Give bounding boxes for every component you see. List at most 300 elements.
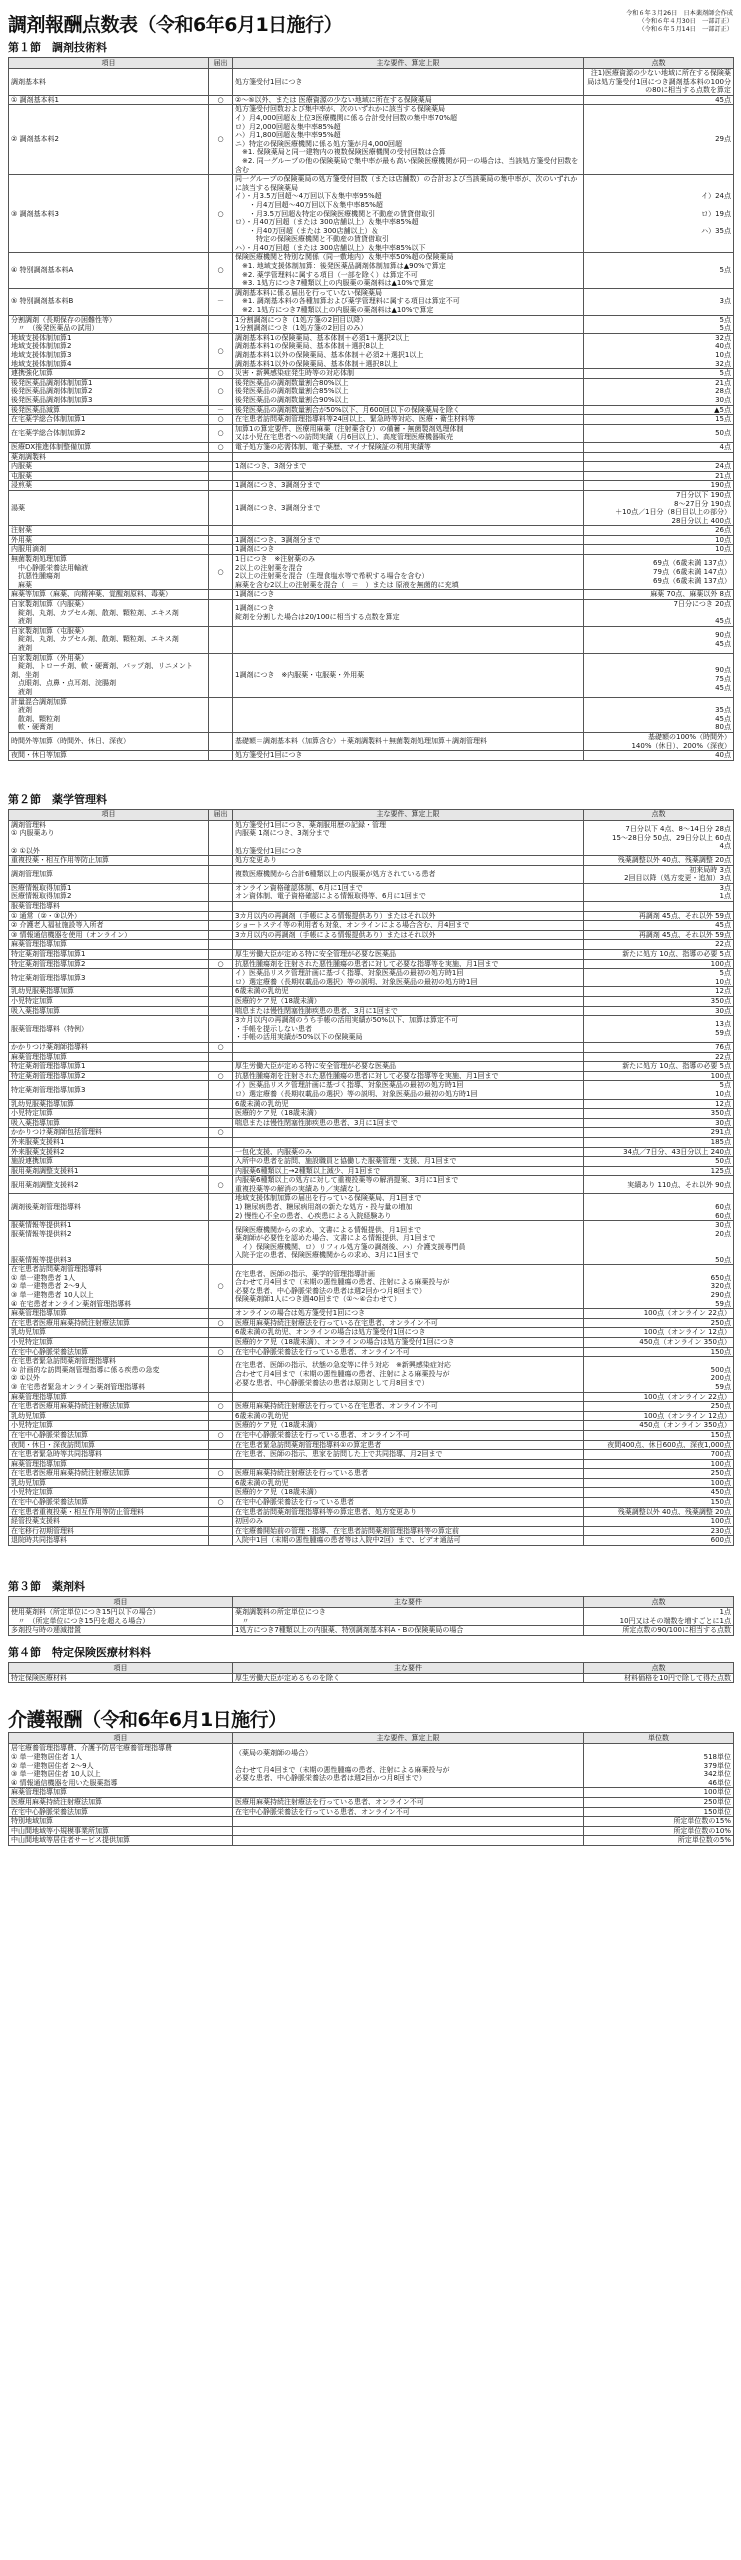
cell-report	[209, 1006, 233, 1016]
cell-report	[209, 1221, 233, 1265]
table-row	[9, 69, 734, 96]
col-pts: 点数	[584, 58, 734, 69]
cell-req	[233, 526, 584, 536]
cell-pts: 夜間400点、休日600点、深夜1,000点	[584, 1440, 734, 1450]
cell-report	[209, 471, 233, 481]
cell-item: 内服用滴剤	[9, 545, 209, 555]
cell-item: 屯服薬	[9, 471, 209, 481]
cell-item: 麻薬管理指導加算	[9, 1788, 233, 1798]
cell-item: 多剤投与時の逓減措置	[9, 1626, 233, 1636]
cell-req	[233, 1392, 584, 1402]
cell-req: 災害・新興感染症発生時等の対応体制	[233, 369, 584, 379]
table-row	[9, 921, 734, 931]
cell-report: －	[209, 288, 233, 315]
cell-report	[209, 1109, 233, 1119]
table-row	[9, 1488, 734, 1498]
header	[8, 10, 733, 37]
table-body	[9, 69, 734, 453]
cell-item: 薬剤調製料	[9, 452, 209, 462]
cell-item: 無菌製剤処理加算 中心静脈栄養法用輸液 抗悪性腫瘍剤 麻薬	[9, 555, 209, 590]
cell-req: 1調剤につき、3調剤分まで	[233, 490, 584, 525]
cell-req: 6歳未満の乳幼児	[233, 1099, 584, 1109]
cell-req: 在宅中心静脈栄養法を行っている患者、オンライン不可	[233, 1430, 584, 1440]
col-req: 主な要件、算定上限	[233, 809, 584, 820]
cell-report	[209, 940, 233, 950]
cell-report: ○	[209, 95, 233, 105]
table-row	[9, 378, 734, 405]
cell-req	[233, 1826, 584, 1836]
cell-item: 服薬管理指導料（特例）	[9, 1016, 209, 1043]
cell-req: 処方変更あり	[233, 856, 584, 866]
document	[8, 10, 733, 1846]
cell-item: 外来服薬支援料1	[9, 1137, 209, 1147]
cell-item: ② 介護老人福祉施設等入所者	[9, 921, 209, 931]
cell-pts: 100点（オンライン 12点）	[584, 1411, 734, 1421]
cell-req: 3カ月以内の再調剤（手帳による情報提供あり）またはそれ以外	[233, 911, 584, 921]
cell-item: 乳幼児加算	[9, 1478, 209, 1488]
cell-report	[209, 1081, 233, 1099]
table-row	[9, 95, 734, 105]
table-s3	[8, 1596, 734, 1636]
cell-item: かかりつけ薬剤師指導料	[9, 1042, 209, 1052]
cell-report: ○	[209, 1498, 233, 1508]
cell-item: 居宅療養管理指導費、介護予防居宅療養管理指導費 ① 単一建物居住者 1人 ② 単一建物居住者 2～9人 ③ 単一建物居住者 10人以上 ④ 情報通信機器を用いた服薬指導	[9, 1744, 233, 1788]
cell-report	[209, 1147, 233, 1157]
table-row	[9, 1118, 734, 1128]
cell-req: 加算1の算定要件、医療用麻薬（注射薬含む）の備蓄・無菌製剤処理体制 又は小児在宅患者への訪問実績（月6回以上）、高度管理医療機器販売	[233, 424, 584, 442]
cell-item: 在宅患者訪問薬剤管理指導料 ① 単一建物患者 1人 ② 単一建物患者 2～9人 ③ 単一建物患者 10人以上 ④ 在宅患者オンライン薬剤管理指導料	[9, 1265, 209, 1309]
cell-item: 時間外等加算（時間外、休日、深夜）	[9, 732, 209, 750]
cell-report	[209, 1536, 233, 1546]
cell-pts: 再調剤 45点、それ以外 59点	[584, 911, 734, 921]
table-row	[9, 732, 734, 750]
cell-item: 乳幼児加算	[9, 1411, 209, 1421]
cell-req: 抗悪性腫瘍剤を注射された悪性腫瘍の患者に対して必要な指導等を実施、月1回まで	[233, 959, 584, 969]
table-kaigo	[8, 1732, 734, 1846]
meta-line: （令和６年４月30日 一部訂正）	[638, 18, 733, 25]
col-report: 届出	[209, 58, 233, 69]
table-row	[9, 1507, 734, 1517]
table-row	[9, 1016, 734, 1043]
cell-pts: 10点	[584, 545, 734, 555]
table-row	[9, 471, 734, 481]
cell-report	[209, 1052, 233, 1062]
cell-pts: 1点 10円又はその端数を増すごとに1点	[584, 1608, 734, 1626]
cell-report: ○	[209, 175, 233, 253]
cell-req: 在宅患者訪問薬剤管理指導料等の算定患者、処方変更あり	[233, 1507, 584, 1517]
cell-pts: 250点	[584, 1402, 734, 1412]
cell-item: 在宅中心静脈栄養法加算	[9, 1430, 209, 1440]
table-row	[9, 1440, 734, 1450]
cell-item: 退院時共同指導料	[9, 1536, 209, 1546]
cell-item: 在宅薬学総合体制加算2	[9, 424, 209, 442]
table-row	[9, 590, 734, 600]
cell-pts: 90点 75点 45点	[584, 653, 734, 697]
cell-req: 処方箋受付1回につき	[233, 751, 584, 761]
table-body	[9, 1673, 734, 1683]
section-title: 第４節 特定保険医療材料料	[8, 1645, 151, 1659]
cell-req: 喘息または慢性閉塞性肺疾患の患者、3月に1回まで	[233, 1118, 584, 1128]
col-report: 届出	[209, 809, 233, 820]
meta-line: （令和６年５月14日 一部訂正）	[638, 26, 733, 33]
cell-pts: 21点	[584, 471, 734, 481]
cell-req	[233, 1817, 584, 1827]
cell-report: ○	[209, 1265, 233, 1309]
cell-item: 後発医薬品減算	[9, 405, 209, 415]
cell-report	[209, 1450, 233, 1460]
cell-item: 特定保険医療材料	[9, 1673, 233, 1683]
cell-item: 外来服薬支援料2	[9, 1147, 209, 1157]
table-row	[9, 481, 734, 491]
cell-report	[209, 69, 233, 96]
cell-pts: 60点 60点	[584, 1194, 734, 1221]
cell-item: 自家製剤加算（外用薬） 錠剤、トローチ剤、軟・硬膏剤、パップ剤、リニメント剤、坐剤 点眼剤、点鼻・点耳剤、浣腸剤 液剤	[9, 653, 209, 697]
cell-req: 薬剤調製料の所定単位につき 〃	[233, 1608, 584, 1626]
table-row	[9, 1392, 734, 1402]
cell-req: 複数医療機関から合計6種類以上の内服薬が処方されている患者	[233, 865, 584, 883]
cell-item: 湯薬	[9, 490, 209, 525]
cell-report	[209, 1526, 233, 1536]
table-row	[9, 930, 734, 940]
cell-req: 在宅患者、医師の指示、薬学的管理指導計画 合わせて月4回まで（末期の悪性腫瘍の患者、注射による麻薬投与が 必要な患者、中心静脈栄養法の患者は週2回かつ月8回まで） 保険薬剤師1人につき週40回まで（①～④合わせて）	[233, 1265, 584, 1309]
cell-req: 6歳未満の乳幼児、オンラインの場合は処方箋受付1回につき	[233, 1328, 584, 1338]
col-pts: 単位数	[584, 1733, 734, 1744]
cell-pts: 100点	[584, 1517, 734, 1527]
cell-req	[233, 1137, 584, 1147]
cell-report: ○	[209, 253, 233, 288]
table-row	[9, 751, 734, 761]
table-row	[9, 424, 734, 442]
cell-report	[209, 653, 233, 697]
cell-pts: 518単位 379単位 342単位 46単位	[584, 1744, 734, 1788]
col-req: 主な要件	[233, 1662, 584, 1673]
cell-req: 地域支援体制加算の届出を行っている保険薬局、月1回まで 1) 糖尿病患者、糖尿病用剤の新たな処方・投与量の増加 2) 慢性心不全の患者、心疾患による入院経験あり	[233, 1194, 584, 1221]
cell-report	[209, 481, 233, 491]
cell-item: 特定薬剤管理指導加算2	[9, 959, 209, 969]
cell-req: 医療的ケア児（18歳未満）	[233, 1488, 584, 1498]
cell-item: 在宅中心静脈栄養法加算	[9, 1347, 209, 1357]
table-row	[9, 1517, 734, 1527]
cell-pts: 3点	[584, 288, 734, 315]
table-s1	[8, 57, 734, 761]
cell-item: 麻薬管理指導加算	[9, 1052, 209, 1062]
cell-report	[209, 1309, 233, 1319]
cell-item: 服薬管理指導料	[9, 902, 209, 912]
cell-report	[209, 1062, 233, 1072]
table-row	[9, 856, 734, 866]
cell-item: 調剤後薬剤管理指導料	[9, 1194, 209, 1221]
cell-pts: 291点	[584, 1128, 734, 1138]
cell-report	[209, 856, 233, 866]
cell-report	[209, 1488, 233, 1498]
cell-item: 計量混合調剤加算 液剤 散剤、顆粒剤 軟・硬膏剤	[9, 697, 209, 732]
table-row	[9, 940, 734, 950]
cell-req: 保険医療機関と特別な関係（同一敷地内）＆集中率50%超の保険薬局 ※1. 地域支援体制加算：後発医薬品調剤体制加算は▲90%で算定 ※2. 薬学管理料に属する項目（一部を除く）は算定不可 ※3. 1処方につき7種類以上の内服薬の薬剤料は▲10%で算定	[233, 253, 584, 288]
cell-req: オンラインの場合は処方箋受付1回につき	[233, 1309, 584, 1319]
cell-req: 在宅患者、医師の指示、患家を訪問した上で共同指導、月2回まで	[233, 1450, 584, 1460]
cell-item: 在宅患者医療用麻薬持続注射療法加算	[9, 1318, 209, 1328]
cell-item: 分割調剤（長期保存の困難性等） 〃 （後発医薬品の試用）	[9, 315, 209, 333]
cell-req: 抗悪性腫瘍剤を注射された悪性腫瘍の患者に対して必要な指導等を実施、月1回まで	[233, 1071, 584, 1081]
table-header	[9, 58, 734, 69]
cell-item: 麻薬管理指導加算	[9, 940, 209, 950]
cell-pts: 30点	[584, 1118, 734, 1128]
table-row	[9, 883, 734, 901]
table-row	[9, 1459, 734, 1469]
table-row	[9, 1318, 734, 1328]
cell-pts: 所定単位数の10%	[584, 1826, 734, 1836]
cell-req: 内服薬6種類以上の処方に対して重複投薬等の解消提案、3月に1回まで 重複投薬等の解消の実績あり／実績なし	[233, 1176, 584, 1194]
cell-item: 中山間地域等小規模事業所加算	[9, 1826, 233, 1836]
cell-report: ○	[209, 1469, 233, 1479]
cell-report	[209, 820, 233, 855]
cell-pts: 21点 28点 30点	[584, 378, 734, 405]
cell-item: 調剤管理料 ① 内服薬あり ② ①以外	[9, 820, 209, 855]
cell-pts: 4点	[584, 442, 734, 452]
cell-pts: 450点（オンライン 350点）	[584, 1337, 734, 1347]
cell-item: 使用薬剤料（所定単位につき15円以下の場合） 〃 （所定単位につき15円を超える場合）	[9, 1608, 233, 1626]
cell-req: 調剤基本料に係る届出を行っていない保険薬局 ※1. 調剤基本料の各種加算および薬学管理料に属する項目は算定不可 ※2. 1処方につき7種類以上の内服薬の薬剤料は▲10%で算定	[233, 288, 584, 315]
cell-pts: 700点	[584, 1450, 734, 1460]
table-row	[9, 545, 734, 555]
table-row	[9, 1807, 734, 1817]
cell-req: 1調剤につき、3調剤分まで	[233, 481, 584, 491]
cell-pts: 90点 45点	[584, 626, 734, 653]
section-title: 第３節 薬剤料	[8, 1580, 85, 1594]
cell-report	[209, 315, 233, 333]
cell-item: 服薬情報等提供料1 服薬情報等提供料2 服薬情報等提供料3	[9, 1221, 209, 1265]
cell-report: ○	[209, 1402, 233, 1412]
meta-line: 令和６年３月26日 日本薬剤師会作成	[626, 10, 733, 17]
cell-req: 入所中の患者を訪問、施設職員と協働した服薬管理・支援、月1回まで	[233, 1157, 584, 1167]
cell-report: ○	[209, 1071, 233, 1081]
table-row	[9, 1498, 734, 1508]
cell-item: 夜間・休日・深夜訪問加算	[9, 1440, 209, 1450]
cell-pts: 250点	[584, 1318, 734, 1328]
table-row	[9, 1099, 734, 1109]
cell-req	[233, 1128, 584, 1138]
cell-report	[209, 452, 233, 462]
cell-report	[209, 732, 233, 750]
cell-report	[209, 590, 233, 600]
table-row	[9, 1450, 734, 1460]
cell-report	[209, 1421, 233, 1431]
cell-report: ○	[209, 333, 233, 368]
cell-req: 1剤につき、3剤分まで	[233, 462, 584, 472]
cell-report	[209, 930, 233, 940]
cell-req: 後発医薬品の調剤数量割合80%以上 後発医薬品の調剤数量割合85%以上 後発医薬品の調剤数量割合90%以上	[233, 378, 584, 405]
table-row	[9, 1608, 734, 1626]
cell-item: 医療情報取得加算1 医療情報取得加算2	[9, 883, 209, 901]
cell-req: 1調剤につき ※内服薬・屯服薬・外用薬	[233, 653, 584, 697]
table-row	[9, 1536, 734, 1546]
cell-item: 連携強化加算	[9, 369, 209, 379]
cell-item: 自家製剤加算（内服薬） 錠剤、丸剤、カプセル剤、散剤、顆粒剤、エキス剤 液剤	[9, 600, 209, 627]
cell-pts: 実績あり 110点、それ以外 90点	[584, 1176, 734, 1194]
cell-item: 外用薬	[9, 535, 209, 545]
table-row	[9, 1337, 734, 1347]
table-row	[9, 535, 734, 545]
cell-item: 在宅患者重複投薬・相互作用等防止管理料	[9, 1507, 209, 1517]
cell-item: 重複投薬・相互作用等防止加算	[9, 856, 209, 866]
cell-item: 乳幼児服薬指導加算	[9, 1099, 209, 1109]
cell-req: ショートステイ等の利用者も対象、オンラインによる場合含む、月4回まで	[233, 921, 584, 931]
cell-item: 服用薬剤調整支援料2	[9, 1176, 209, 1194]
table-row	[9, 1137, 734, 1147]
cell-pts: 22点	[584, 1052, 734, 1062]
cell-report	[209, 1166, 233, 1176]
table-row	[9, 1052, 734, 1062]
cell-pts: 150点	[584, 1430, 734, 1440]
table-row	[9, 1744, 734, 1788]
table-row	[9, 1357, 734, 1392]
table-row	[9, 462, 734, 472]
cell-item: 小児特定加算	[9, 997, 209, 1007]
col-req: 主な要件、算定上限	[233, 1733, 584, 1744]
table-row	[9, 1430, 734, 1440]
table-row	[9, 1797, 734, 1807]
table-row	[9, 175, 734, 253]
cell-report: ○	[209, 959, 233, 969]
cell-report	[209, 950, 233, 960]
cell-report	[209, 1517, 233, 1527]
cell-pts: 350点	[584, 997, 734, 1007]
cell-item: 内服薬	[9, 462, 209, 472]
col-item: 項目	[9, 809, 209, 820]
cell-item: 麻薬管理指導加算	[9, 1392, 209, 1402]
kaigo-title: 介護報酬（令和6年6月1日施行）	[8, 1709, 287, 1732]
cell-item: 在宅患者緊急時等共同指導料	[9, 1450, 209, 1460]
cell-pts: 24点	[584, 462, 734, 472]
table-row	[9, 626, 734, 653]
cell-pts: 麻薬 70点、麻薬以外 8点	[584, 590, 734, 600]
cell-item: 経管投薬支援料	[9, 1517, 209, 1527]
cell-req: 1分割調剤につき（1処方箋の2回目以降） 1分割調剤につき（1処方箋の2回目のみ）	[233, 315, 584, 333]
cell-req: 在宅中心静脈栄養法を行っている患者、オンライン不可	[233, 1807, 584, 1817]
cell-pts: 15点	[584, 415, 734, 425]
cell-item: 乳幼児服薬指導加算	[9, 987, 209, 997]
col-item: 項目	[9, 1662, 233, 1673]
cell-req: 在宅患者緊急訪問薬剤管理指導料①の算定患者	[233, 1440, 584, 1450]
cell-report	[209, 1194, 233, 1221]
cell-report: ○	[209, 442, 233, 452]
cell-req	[233, 697, 584, 732]
cell-pts: 3点 1点	[584, 883, 734, 901]
cell-pts: 26点	[584, 526, 734, 536]
cell-pts: 初来局時 3点 2回目以降（処方変更・追加）3点	[584, 865, 734, 883]
cell-req	[233, 1459, 584, 1469]
table-row	[9, 415, 734, 425]
table-row	[9, 1817, 734, 1827]
cell-pts: 32点 40点 10点 32点	[584, 333, 734, 368]
cell-item: 特定薬剤管理指導加算1	[9, 1062, 209, 1072]
table-row	[9, 987, 734, 997]
cell-req: 処方箋受付回数および集中率が、次のいずれかに該当する保険薬局 イ）月4,000回超＆上位3医療機関に係る合計受付回数の集中率70%超 ロ）月2,000回超＆集中率85%超 ハ）月1,800回超＆集中率95%超 ニ）特定の保険医療機関に係る処方箋が月4,000回超 ※1. 保険薬局と同一建物内の複数保険医療機関の受付回数は合算 ※2. 同一グループの他の保険薬局で集中率が最も高い保険医療機関が同一の場合は、当該処方箋受付回数を含む	[233, 105, 584, 175]
table-row	[9, 369, 734, 379]
table-row	[9, 1347, 734, 1357]
table-row	[9, 1328, 734, 1338]
table-body	[9, 1744, 734, 1846]
cell-pts: 100点（オンライン 22点）	[584, 1392, 734, 1402]
table-row	[9, 1062, 734, 1072]
cell-report	[209, 1357, 233, 1392]
cell-pts: 30点	[584, 1006, 734, 1016]
cell-req: 基礎額＝調剤基本料（加算含む）＋薬剤調製料＋無菌製剤処理加算＋調剤管理料	[233, 732, 584, 750]
table-row	[9, 442, 734, 452]
cell-item: ③ 情報通信機器を使用（オンライン）	[9, 930, 209, 940]
cell-req	[233, 1788, 584, 1798]
cell-report	[209, 921, 233, 931]
cell-report	[209, 911, 233, 921]
cell-report: ○	[209, 555, 233, 590]
cell-req: 保険医療機関からの求め、文書による情報提供、月1回まで 薬剤師が必要性を認めた場合、文書による情報提供、月1回まで イ）保険医療機関、ロ）リフィル処方箋の調剤後、ハ）介護支援専門員 入院予定の患者、保険医療機関からの求め、3月に1回まで	[233, 1221, 584, 1265]
table-row	[9, 288, 734, 315]
table-row	[9, 1402, 734, 1412]
cell-pts: 100点（オンライン 22点）	[584, 1309, 734, 1319]
cell-req: 1日につき ※注射薬のみ 2以上の注射薬を混合 2以上の注射薬を混合（生理食塩水等で希釈する場合を含む） 麻薬を含む2以上の注射薬を混合（ ＝ ）または 原液を無菌的に充填	[233, 555, 584, 590]
cell-pts: イ）24点 ロ）19点 ハ）35点	[584, 175, 734, 253]
cell-pts: 350点	[584, 1109, 734, 1119]
cell-item: 浸煎薬	[9, 481, 209, 491]
cell-report	[209, 626, 233, 653]
cell-pts: 基礎額の100%（時間外） 140%（休日）、200%（深夜）	[584, 732, 734, 750]
section-title: 第２節 薬学管理料	[8, 792, 107, 806]
table-row	[9, 1626, 734, 1636]
cell-report: －	[209, 405, 233, 415]
cell-report	[209, 1478, 233, 1488]
cell-req: 医療的ケア児（18歳未満）	[233, 1109, 584, 1119]
table-row	[9, 1176, 734, 1194]
cell-item: ① 調剤基本料1	[9, 95, 209, 105]
cell-pts: 5点 10点	[584, 969, 734, 987]
cell-report: ○	[209, 105, 233, 175]
col-req: 主な要件	[233, 1597, 584, 1608]
cell-req: 医療的ケア児（18歳未満）	[233, 997, 584, 1007]
col-item: 項目	[9, 58, 209, 69]
cell-item: 自家製剤加算（屯服薬） 錠剤、丸剤、カプセル剤、散剤、顆粒剤、エキス剤 液剤	[9, 626, 209, 653]
cell-req	[233, 1836, 584, 1846]
cell-item: ④ 特別調剤基本料A	[9, 253, 209, 288]
cell-req: 6歳未満の乳幼児	[233, 987, 584, 997]
cell-report	[209, 545, 233, 555]
col-pts: 点数	[584, 809, 734, 820]
cell-req: 医療的ケア児（18歳未満）、オンラインの場合は処方箋受付1回につき	[233, 1337, 584, 1347]
section-title: 第１節 調剤技術料	[8, 41, 107, 54]
cell-pts: 新たに処方 10点、指導の必要 5点	[584, 1062, 734, 1072]
cell-pts: 450点（オンライン 350点）	[584, 1421, 734, 1431]
cell-item: ① 通常（②・③以外）	[9, 911, 209, 921]
cell-pts: 150単位	[584, 1807, 734, 1817]
cell-report	[209, 1137, 233, 1147]
cell-item: 在宅患者緊急訪問薬剤管理指導料 ① 計画的な訪問薬剤管理指導に係る疾患の急変 ② ①以外 ③ 在宅患者緊急オンライン薬剤管理指導料	[9, 1357, 209, 1392]
cell-req: 厚生労働大臣が定める特に安全管理が必要な医薬品	[233, 1062, 584, 1072]
cell-pts: 150点	[584, 1347, 734, 1357]
table-row	[9, 1147, 734, 1157]
cell-pts: 230点	[584, 1526, 734, 1536]
cell-pts: 所定単位数の5%	[584, 1836, 734, 1846]
table-row	[9, 1526, 734, 1536]
table-row	[9, 653, 734, 697]
cell-pts: 材料価格を10円で除して得た点数	[584, 1673, 734, 1683]
cell-report: ○	[209, 369, 233, 379]
table-row	[9, 333, 734, 368]
cell-report: ○	[209, 1430, 233, 1440]
table-row	[9, 959, 734, 969]
cell-pts: 5点 10点	[584, 1081, 734, 1099]
cell-report	[209, 1016, 233, 1043]
cell-pts: 残薬調整以外 40点、残薬調整 20点	[584, 1507, 734, 1517]
table-row	[9, 490, 734, 525]
